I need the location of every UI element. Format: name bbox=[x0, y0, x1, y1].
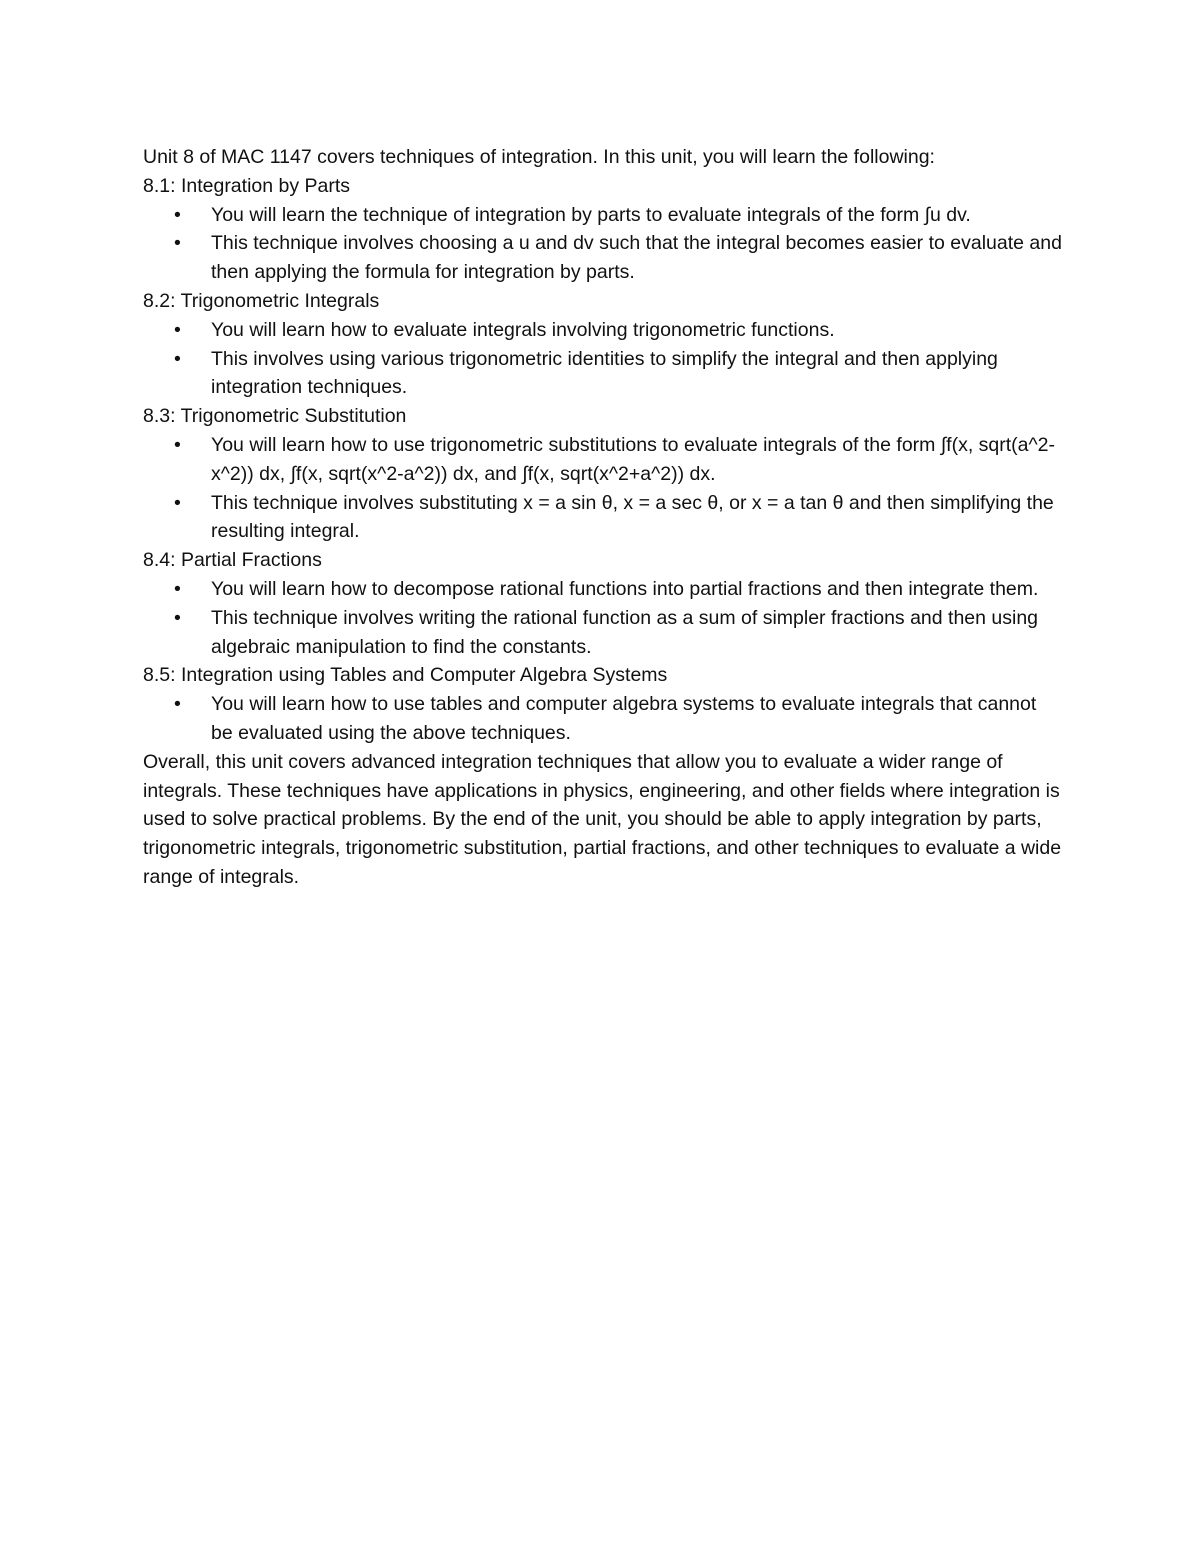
bullet-list bbox=[143, 690, 1063, 748]
section-8-1 bbox=[143, 172, 1063, 287]
list-item-text: You will learn how to use tables and computer algebra systems to evaluate integrals that cannot be evaluated using the above techniques. bbox=[211, 693, 1037, 744]
list-item bbox=[143, 316, 1063, 345]
section-8-3 bbox=[143, 402, 1063, 546]
intro-paragraph: Unit 8 of MAC 1147 covers techniques of integration. In this unit, you will learn the following: bbox=[143, 146, 935, 168]
list-item-text: You will learn the technique of integration by parts to evaluate integrals of the form ∫u dv. bbox=[211, 203, 971, 226]
section-heading: 8.5: Integration using Tables and Computer Algebra Systems bbox=[143, 664, 668, 687]
section-heading: 8.1: Integration by Parts bbox=[143, 174, 351, 197]
list-item bbox=[143, 604, 1063, 662]
bullet-icon: • bbox=[174, 347, 181, 370]
list-item-text: You will learn how to use trigonometric substitutions to evaluate integrals of the form ∫f(x, sqrt(a^2-x^2)) dx, ∫f(x, sqrt(x^2-a^2)) dx, and ∫f(x, sqrt(x^2+a^2)) dx. bbox=[211, 433, 1056, 485]
bullet-icon: • bbox=[174, 232, 181, 255]
list-item bbox=[143, 489, 1063, 547]
bullet-list bbox=[143, 575, 1063, 661]
section-8-2 bbox=[143, 287, 1063, 402]
list-item bbox=[143, 575, 1063, 604]
list-item bbox=[143, 201, 1063, 230]
bullet-icon: • bbox=[174, 433, 181, 456]
bullet-icon: • bbox=[174, 203, 181, 226]
bullet-list bbox=[143, 316, 1063, 402]
list-item bbox=[143, 431, 1063, 489]
list-item-text: This technique involves writing the rational function as a sum of simpler fractions and then using algebraic manipulation to find the constants. bbox=[211, 606, 1039, 658]
list-item-text: You will learn how to decompose rational functions into partial fractions and then integrate them. bbox=[211, 577, 1039, 600]
section-heading: 8.4: Partial Fractions bbox=[143, 549, 322, 572]
bullet-icon: • bbox=[174, 693, 181, 716]
section-8-4 bbox=[143, 546, 1063, 661]
list-item-text: This technique involves choosing a u and dv such that the integral becomes easier to evaluate and then applying the formula for integration by parts. bbox=[211, 232, 1062, 284]
list-item-text: You will learn how to evaluate integrals involving trigonometric functions. bbox=[211, 318, 835, 341]
bullet-icon: • bbox=[174, 491, 181, 514]
bullet-icon: • bbox=[174, 577, 181, 600]
bullet-list bbox=[143, 201, 1063, 287]
section-heading: 8.3: Trigonometric Substitution bbox=[143, 405, 407, 428]
list-item bbox=[143, 229, 1063, 287]
list-item-text: This involves using various trigonometric identities to simplify the integral and then applying integration techniques. bbox=[211, 347, 998, 399]
bullet-icon: • bbox=[174, 606, 181, 629]
section-heading: 8.2: Trigonometric Integrals bbox=[143, 289, 380, 312]
conclusion-paragraph: Overall, this unit covers advanced integration techniques that allow you to evaluate a wider range of integrals. These techniques have applications in physics, engineering, and other fields where integration is used to solve practical problems. By the end of the unit, you should be able to apply integration by parts, trigonometric integrals, trigonometric substitution, partial fractions, and other techniques to evaluate a wide range of integrals. bbox=[143, 750, 1062, 888]
document-body bbox=[143, 143, 1063, 892]
section-8-5 bbox=[143, 661, 1063, 747]
bullet-icon: • bbox=[174, 318, 181, 341]
bullet-list bbox=[143, 431, 1063, 546]
list-item bbox=[143, 690, 1063, 748]
list-item-text: This technique involves substituting x = a sin θ, x = a sec θ, or x = a tan θ and then simplifying the resulting integral. bbox=[211, 491, 1054, 543]
list-item bbox=[143, 345, 1063, 403]
